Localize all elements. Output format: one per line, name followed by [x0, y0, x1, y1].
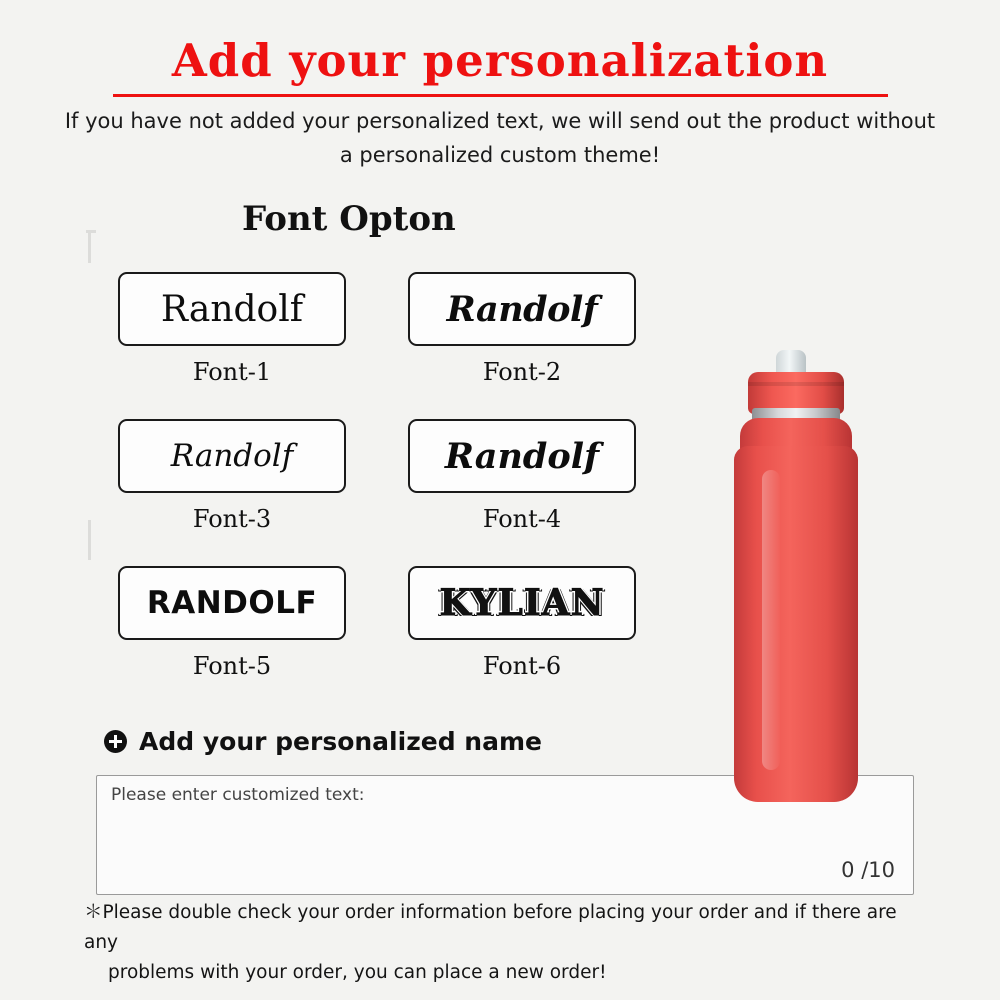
order-disclaimer-line2: problems with your order, you can place a new order!: [108, 962, 607, 983]
font-option-label: Font-3: [192, 505, 272, 533]
font-sample-box[interactable]: [118, 566, 346, 640]
font-sample-box[interactable]: [408, 272, 636, 346]
bottle-graphic: [718, 350, 848, 950]
font-option-1[interactable]: [118, 272, 346, 386]
add-personalized-name-row[interactable]: [104, 727, 542, 756]
font-sample-box[interactable]: [408, 566, 636, 640]
font-option-2[interactable]: [408, 272, 636, 386]
character-counter: [841, 858, 895, 882]
font-sample-box[interactable]: [408, 419, 636, 493]
font-option-label: Font-5: [192, 652, 272, 680]
font-sample-text: RANDOLF: [146, 585, 318, 621]
font-option-label: Font-1: [192, 358, 272, 386]
font-sample-text: KYLIAN: [439, 582, 605, 624]
font-option-3[interactable]: [118, 419, 346, 533]
char-count: 0: [841, 858, 855, 882]
font-option-label: Font-6: [482, 652, 562, 680]
bottle-highlight: [762, 470, 780, 770]
plus-circle-icon: [104, 730, 127, 753]
font-option-row: [118, 272, 638, 386]
add-personalized-name-label: Add your personalized name: [139, 727, 542, 756]
font-option-5[interactable]: [118, 566, 346, 680]
page-edge-artifact: [88, 233, 91, 263]
font-sample-text: Randolf: [170, 438, 294, 474]
font-sample-box[interactable]: [118, 419, 346, 493]
font-option-6[interactable]: [408, 566, 636, 680]
char-limit: /10: [861, 858, 895, 882]
font-option-row: [118, 419, 638, 533]
product-image-water-bottle: [700, 240, 900, 720]
font-sample-text: Randolf: [444, 435, 600, 477]
font-sample-box[interactable]: [118, 272, 346, 346]
font-option-label: Font-2: [482, 358, 562, 386]
font-option-heading: Font Opton: [242, 199, 456, 239]
font-option-row: [118, 566, 638, 680]
font-option-grid: [118, 272, 638, 713]
order-disclaimer-line1: ＊Please double check your order information before placing your order and if there are any: [84, 902, 897, 953]
font-option-4[interactable]: [408, 419, 636, 533]
font-sample-text: Randolf: [160, 288, 304, 330]
bottle-body: [734, 446, 858, 802]
customized-text-placeholder: Please enter customized text:: [111, 785, 365, 805]
title-underline: [113, 94, 888, 97]
font-sample-text: Randolf: [446, 288, 598, 330]
page-subtitle: If you have not added your personalized text, we will send out the product without a personalized custom theme!: [64, 109, 936, 167]
font-option-label: Font-4: [482, 505, 562, 533]
page-title: Add your personalization: [171, 34, 829, 87]
page-edge-artifact: [88, 520, 91, 560]
